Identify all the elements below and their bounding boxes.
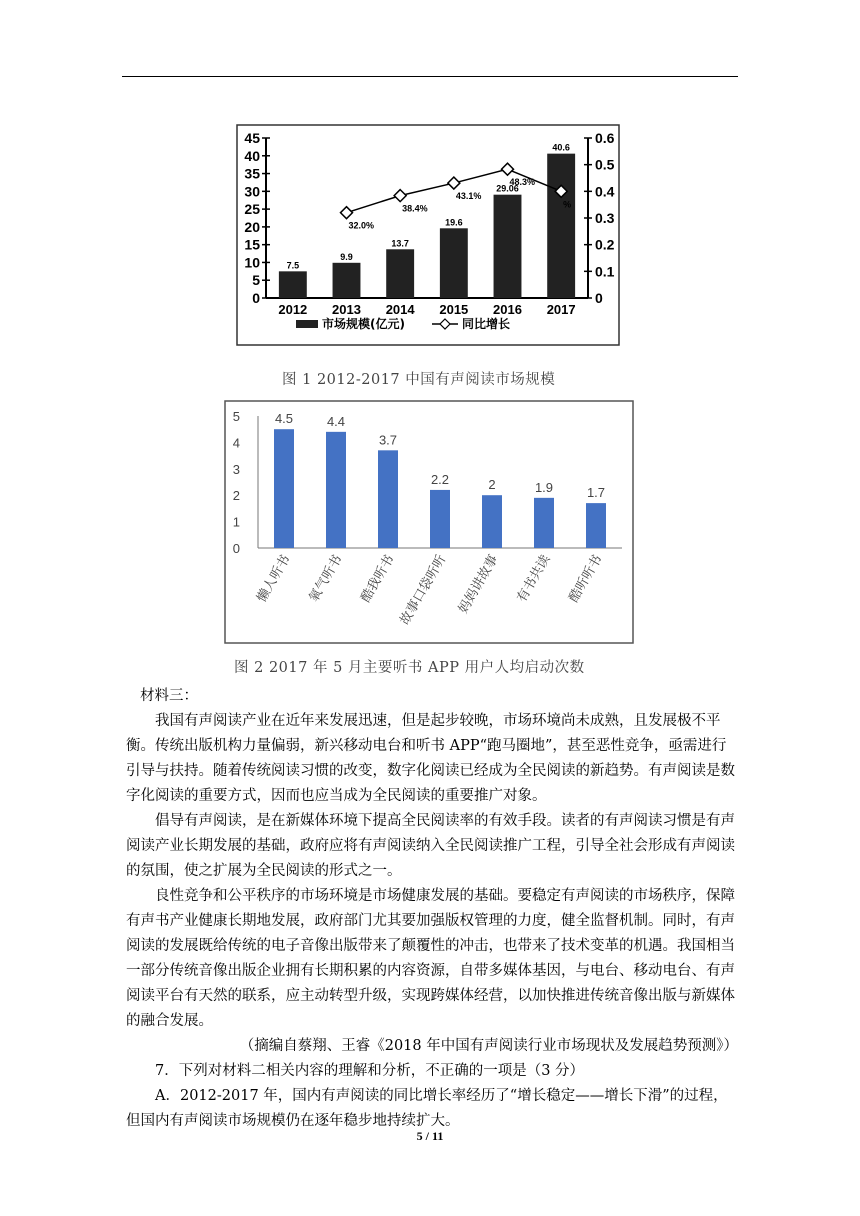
x-tick-label: 酷听听书 — [566, 552, 606, 606]
bar-market-size — [333, 263, 361, 298]
y2-tick-label: 0.6 — [595, 130, 615, 146]
y-tick-label: 3 — [232, 461, 240, 477]
material-paragraph-1: 我国有声阅读产业在近年来发展迅速，但是起步较晚，市场环境尚未成熟，且发展极不平衡。传统出版机构力量偏弱，新兴移动电台和听书 APP“跑马圈地”，甚至恶性竞争，亟需进行引导与扶持。随着传统阅读习惯的改变，数字化阅读已经成为全民阅读的新趋势。有声阅读是数字化阅读的重要方式，因而也应当成为全民阅读的重要推广对象。 — [126, 713, 735, 804]
x-tick-label: 懒人听书 — [254, 552, 294, 606]
y2-tick-label: 0.5 — [595, 156, 615, 173]
bar-market-size — [386, 249, 414, 298]
y-tick-label: 15 — [244, 236, 260, 253]
material-source: （摘编自蔡翔、王睿《2018 年中国有声阅读行业市场现状及发展趋势预测》） — [239, 1038, 738, 1054]
y-tick-label: 4 — [232, 435, 240, 451]
y-tick-label: 45 — [244, 130, 260, 146]
figure2-caption: 图 2 2017 年 5 月主要听书 APP 用户人均启动次数 — [234, 660, 585, 676]
legend-bar-swatch — [296, 320, 318, 328]
bar-launch-count — [326, 432, 346, 548]
x-tick-label: 2017 — [546, 302, 576, 317]
x-tick-label: 2016 — [493, 302, 522, 317]
legend-bar-label: 市场规模(亿元) — [322, 317, 405, 331]
y2-tick-label: 0.4 — [595, 183, 615, 200]
bar-launch-count — [378, 450, 398, 548]
x-tick-label: 2012 — [278, 302, 308, 317]
y-tick-label: 0 — [252, 290, 260, 306]
question-stem: 7．下列对材料二相关内容的理解和分析，不正确的一项是（3 分） — [155, 1063, 585, 1079]
bar-data-label: 9.9 — [340, 251, 353, 262]
y-tick-label: 25 — [244, 201, 260, 218]
figure1-caption: 图 1 2012-2017 中国有声阅读市场规模 — [282, 372, 556, 388]
growth-data-label: 43.1% — [455, 191, 482, 202]
y-tick-label: 2 — [232, 488, 240, 504]
question-option-a: A．2012-2017 年，国内有声阅读的同比增长率经历了“增长稳定——增长下滑”的过程，但国内有声阅读市场规模仍在逐年稳步地持续扩大。 — [126, 1088, 728, 1129]
y-tick-label: 5 — [232, 409, 240, 424]
x-tick-label: 氧气听书 — [306, 552, 346, 606]
bar-launch-count — [430, 490, 450, 548]
y-tick-label: 30 — [244, 183, 260, 200]
y-tick-label: 5 — [252, 272, 260, 289]
bar-data-label: 19.6 — [445, 217, 463, 228]
bar-market-size — [547, 154, 575, 298]
y2-tick-label: 0.2 — [595, 236, 615, 253]
x-tick-label: 妈妈讲故事 — [455, 552, 502, 617]
figure1-chart — [236, 124, 620, 346]
bar-data-label: 4.5 — [274, 411, 294, 427]
material-heading: 材料三： — [140, 688, 198, 704]
y-tick-label: 0 — [232, 541, 240, 556]
bar-market-size — [440, 228, 468, 298]
figure2-chart — [224, 400, 634, 644]
y-tick-label: 40 — [244, 147, 260, 164]
x-tick-label: 2015 — [439, 302, 469, 317]
bar-market-size — [494, 195, 522, 298]
page-number: 5 / 11 — [416, 1129, 444, 1143]
y-tick-label: 1 — [232, 514, 240, 530]
growth-data-label: 32.0% — [348, 220, 375, 231]
growth-data-label: 48.3% — [509, 177, 536, 188]
bar-launch-count — [586, 503, 606, 548]
bar-data-label: 3.7 — [378, 432, 398, 448]
header-rule — [122, 76, 738, 77]
material-paragraph-2: 倡导有声阅读，是在新媒体环境下提高全民阅读率的有效手段。读者的有声阅读习惯是有声阅读产业长期发展的基础，政府应将有声阅读纳入全民阅读推广工程，引导全社会形成有声阅读的氛围，使之扩展为全民阅读的形式之一。 — [126, 813, 735, 879]
bar-data-label: 2.2 — [430, 471, 450, 487]
material-text — [126, 684, 738, 1134]
material-paragraph-3: 良性竞争和公平秩序的市场环境是市场健康发展的基础。要稳定有声阅读的市场秩序，保障有声书产业健康长期地发展，政府部门尤其要加强版权管理的力度，健全监督机制。同时，有声阅读的发展既给传统的电子音像出版带来了颠覆性的冲击，也带来了技术变革的机遇。我国相当一部分传统音像出版企业拥有长期积累的内容资源，自带多媒体基因，与电台、移动电台、有声阅读平台有天然的联系，应主动转型升级，实现跨媒体经营，以加快推进传统音像出版与新媒体的融合发展。 — [126, 888, 735, 1029]
growth-data-label: 38.4% — [402, 203, 428, 214]
bar-data-label: 4.4 — [326, 413, 346, 429]
bar-data-label: 7.5 — [286, 260, 300, 271]
bar-launch-count — [482, 495, 502, 548]
y2-tick-label: 0 — [595, 290, 603, 306]
bar-launch-count — [534, 498, 554, 548]
x-tick-label: 2013 — [332, 302, 361, 317]
bar-data-label: 1.7 — [586, 485, 606, 501]
bar-launch-count — [274, 429, 294, 548]
bar-data-label: 13.7 — [391, 238, 409, 249]
legend-line-label: 同比增长 — [462, 317, 511, 331]
x-tick-label: 故事口袋听听 — [397, 552, 450, 628]
x-tick-label: 2014 — [385, 302, 415, 317]
y2-tick-label: 0.1 — [595, 263, 615, 280]
y-tick-label: 35 — [244, 165, 260, 182]
bar-data-label: 40.6 — [552, 142, 570, 153]
x-tick-label: 有书共读 — [514, 552, 554, 606]
y2-tick-label: 0.3 — [595, 210, 615, 226]
bar-data-label: 1.9 — [534, 479, 554, 495]
bar-market-size — [279, 271, 307, 298]
growth-data-label: % — [563, 199, 572, 210]
x-tick-label: 酷我听书 — [358, 552, 398, 606]
y-tick-label: 20 — [244, 218, 260, 235]
bar-data-label: 29.06 — [496, 183, 519, 194]
y-tick-label: 10 — [244, 254, 260, 271]
bar-data-label: 2 — [488, 477, 496, 493]
